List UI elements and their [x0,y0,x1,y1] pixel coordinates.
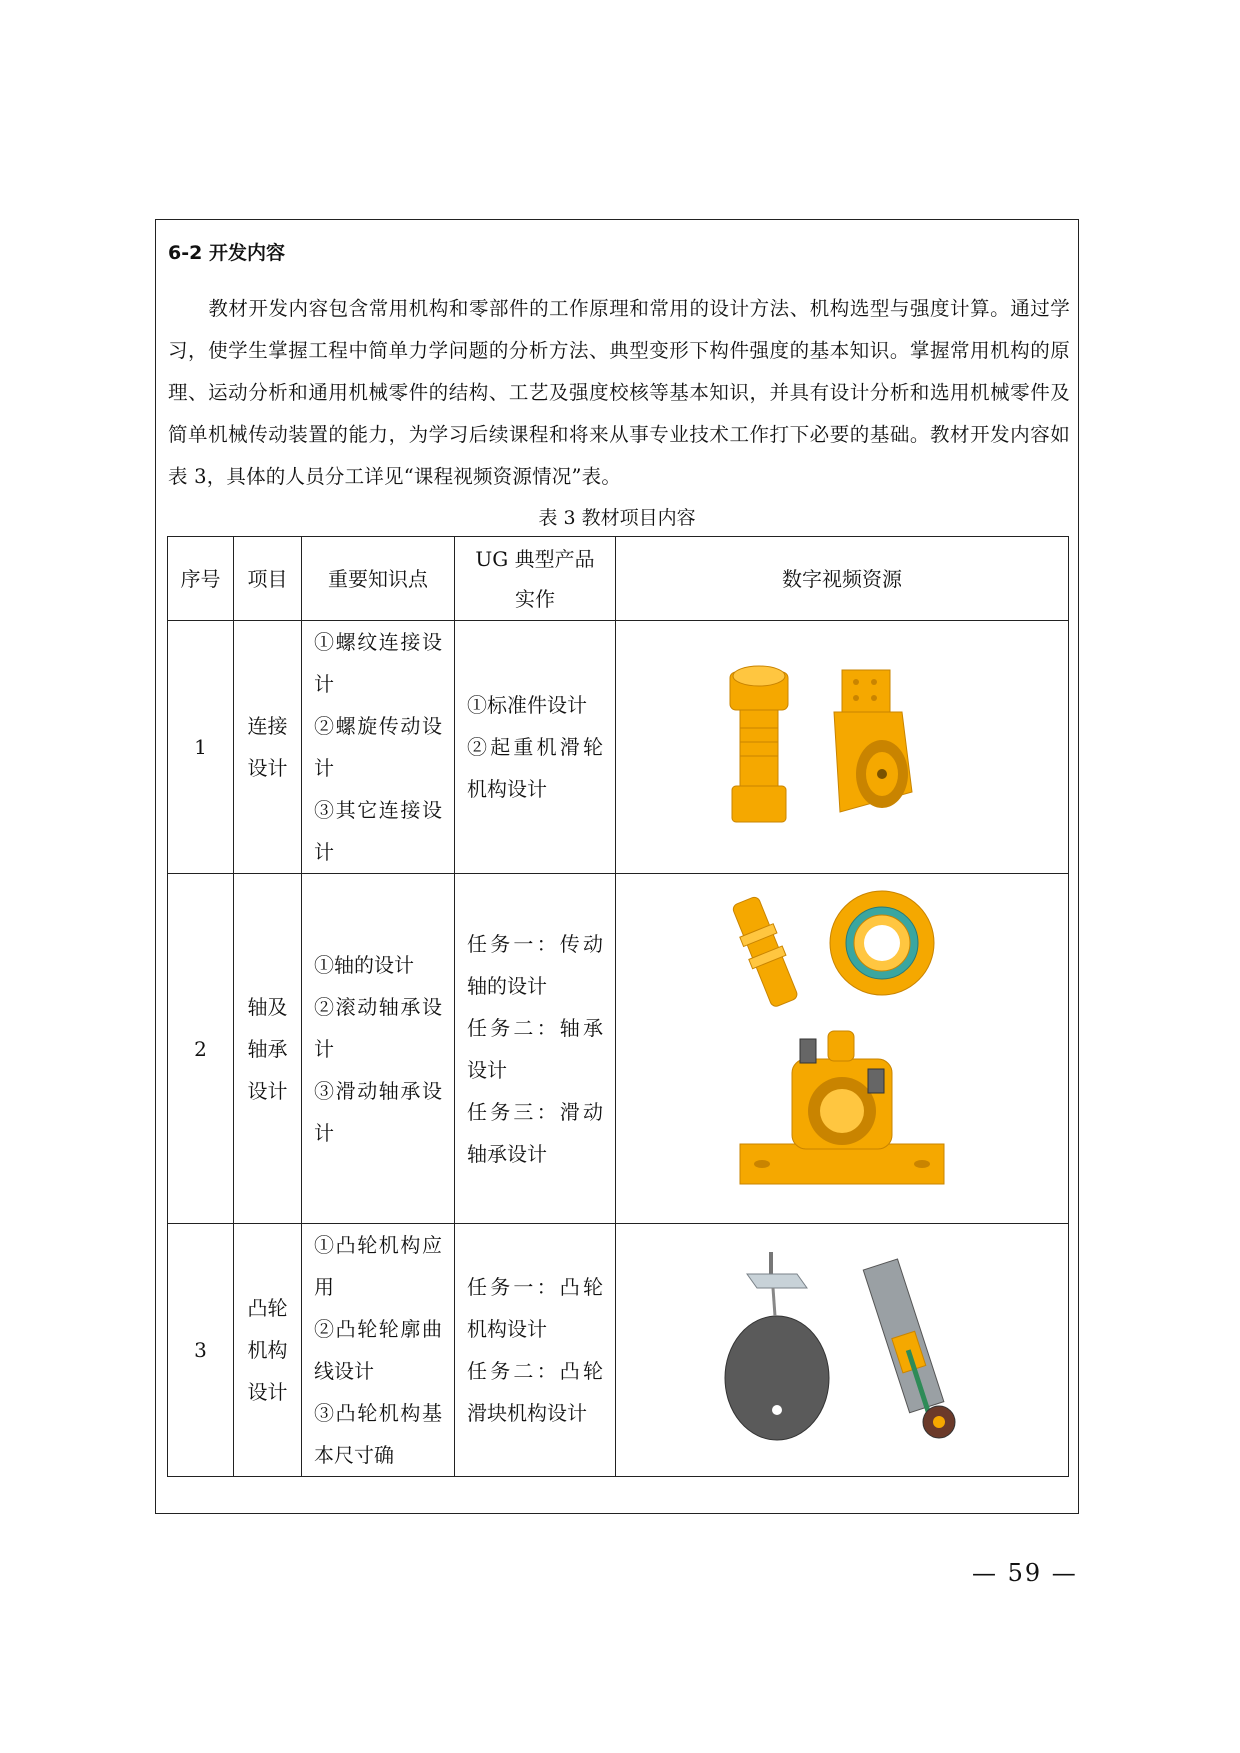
table-row [168,621,1069,874]
page-number: — 59 — [972,1559,1078,1587]
paragraph-text: 教材开发内容包含常用机构和零部件的工作原理和常用的设计方法、机构选型与强度计算。通过学习，使学生掌握工程中简单力学问题的分析方法、典型变形下构件强度的基本知识。掌握常用机构的原理、运动分析和通用机械零件的结构、工艺及强度校核等基本知识，并具有设计分析和选用机械零件及简单机械传动装置的能力，为学习后续课程和将来从事专业技术工作打下必要的基础。教材开发内容如表 3，具体的人员分工详见“课程视频资源情况”表。 [168,297,1070,488]
section-heading: 6-2 开发内容 [168,242,285,264]
table-row [168,1224,1069,1477]
row-num: 2 [168,874,234,1224]
row-tasks: 任务一：传动轴的设计 任务二：轴承设计 任务三：滑动轴承设计 [455,874,616,1224]
row-num: 1 [168,621,234,874]
header-video: 数字视频资源 [616,537,1069,621]
section-paragraph [168,288,1070,498]
bolt-and-pulley-image [722,662,962,832]
row-knowledge: ①螺纹连接设计 ②螺旋传动设计 ③其它连接设计 [302,621,455,874]
row-num: 3 [168,1224,234,1477]
content-frame [155,219,1079,1514]
header-project: 项目 [234,537,302,621]
row-tasks: 任务一：凸轮机构设计 任务二：凸轮滑块机构设计 [455,1224,616,1477]
table-header-row [168,537,1069,621]
header-ug: UG 典型产品实作 [455,537,616,621]
header-num: 序号 [168,537,234,621]
table-caption: 表 3 教材项目内容 [538,507,696,529]
row-knowledge: ①轴的设计 ②滚动轴承设计 ③滑动轴承设计 [302,874,455,1224]
row-knowledge: ①凸轮机构应用 ②凸轮轮廓曲线设计 ③凸轮机构基本尺寸确 [302,1224,455,1477]
shaft-bearing-image [722,889,962,1209]
row-video-image [616,1224,1069,1477]
table-row [168,874,1069,1224]
row-project: 连接 设计 [234,621,302,874]
project-table [167,536,1069,1477]
row-video-image [616,874,1069,1224]
cam-mechanism-image [717,1250,967,1450]
header-knowledge: 重要知识点 [302,537,455,621]
row-project: 轴及 轴承 设计 [234,874,302,1224]
row-video-image [616,621,1069,874]
row-project: 凸轮 机构 设计 [234,1224,302,1477]
row-tasks: ①标准件设计 ②起重机滑轮机构设计 [455,621,616,874]
